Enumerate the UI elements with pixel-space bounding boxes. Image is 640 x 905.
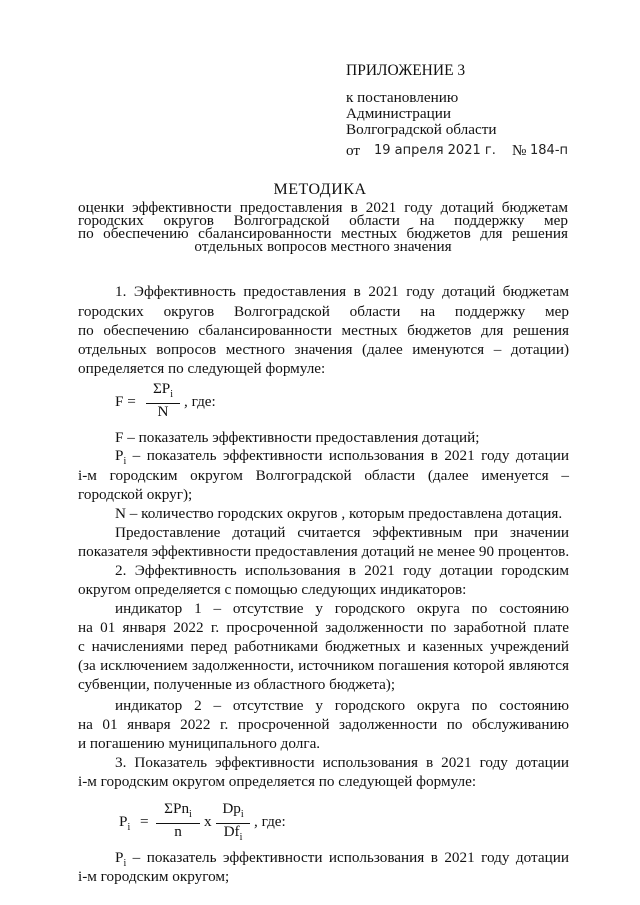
p3-line-1: 3. Показатель эффективности использования в 2021 году дотации [115, 754, 569, 771]
appendix-title: ПРИЛОЖЕНИЕ 3 [346, 62, 466, 79]
header-region: Волгоградской области [346, 121, 497, 138]
formula1-numerator: ΣP [152, 380, 171, 397]
formula2-equals: = [140, 813, 149, 830]
p1-line-1: 1. Эффективность предоставления в 2021 году дотаций бюджетам [115, 283, 569, 300]
formula2-suffix: , где: [254, 813, 286, 830]
formula1-denominator: N [146, 403, 180, 420]
p1-line-5: определяется по следующей формуле: [78, 360, 326, 377]
p1-line-4: отдельных вопросов местного значения (далее именуются – дотации) [78, 341, 569, 358]
ind1-line-2: на 01 января 2022 г. просроченной задолженности по заработной плате [78, 619, 569, 636]
ind1-line-5: субвенции, полученные из областного бюджета); [78, 676, 396, 693]
formula2-lhs: $P_i$ [119, 813, 131, 834]
header-to-resolution: к постановлению [346, 89, 459, 106]
subtitle-line-4: отдельных вопросов местного значения [194, 238, 452, 255]
formula2-fraction-2: $Dp_i$ $Df_i$ [216, 801, 250, 846]
def-n: N – количество городских округов , которым предоставлена дотация. [115, 505, 563, 522]
subtitle-line-2: городских округов Волгоградской области на поддержку мер [78, 212, 568, 229]
formula1-numerator-sub: i [170, 389, 174, 401]
header-administration: Администрации [346, 105, 451, 122]
def-p-line-1: $P_i$ – показатель эффективности использования в 2021 году дотации [115, 447, 569, 468]
subtitle-line-1: оценки эффективности предоставления в 2021 году дотаций бюджетам [78, 199, 568, 216]
header-number-value: 184-п [530, 143, 569, 158]
def-p-line-3: городской округ); [78, 486, 193, 503]
formula1-fraction [146, 381, 180, 420]
p2-line-1: 2. Эффективность использования в 2021 году дотации городским [115, 562, 569, 579]
def-p-line-2: i-м городским округом Волгоградской области (далее именуется – [78, 467, 569, 484]
document-title: МЕТОДИКА [273, 181, 367, 198]
p3-line-2: i-м городским округом определяется по следующей формуле: [78, 773, 477, 790]
header-date-prefix: от [346, 142, 361, 159]
ind1-line-4: (за исключением задолженности, источником погашения которой являются [78, 657, 569, 674]
eff-line-2: показателя эффективности предоставления дотаций не менее 90 процентов. [78, 543, 570, 560]
formula1-suffix: , где: [184, 393, 216, 410]
ind1-line-1: индикатор 1 – отсутствие у городского округа по состоянию [115, 600, 569, 617]
p2-line-2: округом определяется с помощью следующих индикаторов: [78, 581, 467, 598]
p1-line-3: по обеспечению сбалансированности местных бюджетов для решения [78, 322, 569, 339]
ind1-line-3: с начислениями перед работниками бюджетных и казенных учреждений [78, 638, 569, 655]
header-date-value: 19 апреля 2021 г. [374, 143, 496, 158]
ind2-line-2: на 01 января 2022 г. просроченной задолженности по обслуживанию [78, 716, 569, 733]
eff-line-1: Предоставление дотаций считается эффективным при значении [115, 524, 569, 541]
ind2-line-1: индикатор 2 – отсутствие у городского округа по состоянию [115, 697, 569, 714]
formula1-lhs: F = [115, 393, 136, 410]
subtitle-line-3: по обеспечению сбалансированности местных бюджетов для решения [78, 225, 568, 242]
def2-line-2: i-м городским округом; [78, 868, 230, 885]
def-f: F – показатель эффективности предоставления дотаций; [115, 429, 480, 446]
p1-line-2: городских округов Волгоградской области на поддержку мер [78, 303, 569, 320]
header-number-prefix: № [512, 142, 527, 159]
formula2-fraction-1: ΣPn$_i$ n [156, 801, 200, 840]
ind2-line-3: и погашению муниципального долга. [78, 735, 321, 752]
def2-line-1: $P_i$ – показатель эффективности использования в 2021 году дотации [115, 849, 569, 870]
formula2-times: x [204, 813, 212, 830]
